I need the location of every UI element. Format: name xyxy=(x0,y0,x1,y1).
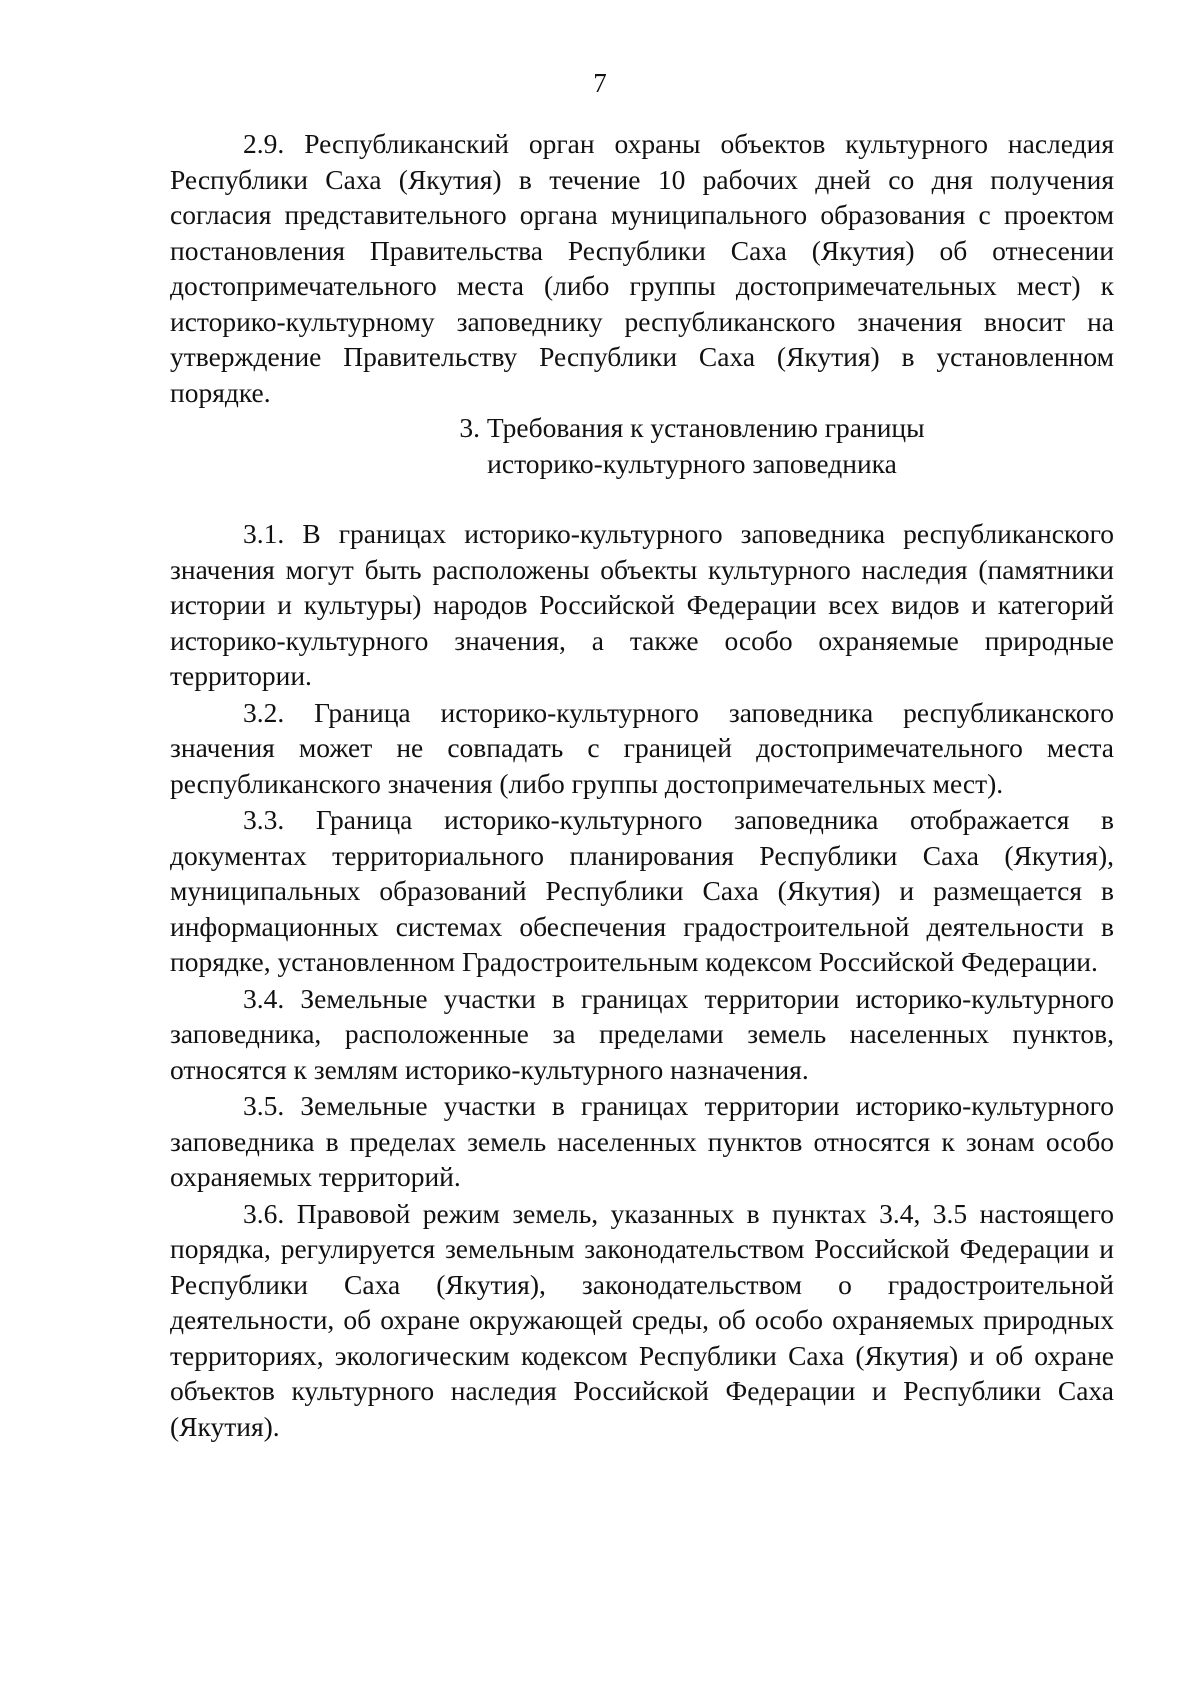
section-heading xyxy=(170,410,1114,481)
section-heading-line-2: историко-культурного заповедника xyxy=(487,447,897,479)
paragraph-3-6: 3.6. Правовой режим земель, указанных в пунктах 3.4, 3.5 настоящего порядка, регулируется земельным законодательством Российской Федерации и Республики Саха (Якутия), законодательством о градостроительной деятельности, об охране окружающей среды, об особо охраняемых природных территориях, экологическим кодексом Республики Саха (Якутия) и об охране объектов культурного наследия Российской Федерации и Республики Саха (Якутия). xyxy=(170,1197,1114,1442)
paragraph-3-1: 3.1. В границах историко-культурного заповедника республиканского значения могут быть расположены объекты культурного наследия (памятники истории и культуры) народов Российской Федерации всех видов и категорий историко-культурного значения, а также особо охраняемые природные территории. xyxy=(170,518,1114,691)
paragraph-3-4: 3.4. Земельные участки в границах территории историко-культурного заповедника, расположенные за пределами земель населенных пунктов, относятся к землям историко-культурного назначения. xyxy=(170,982,1114,1085)
paragraph-3-2: 3.2. Граница историко-культурного заповедника республиканского значения может не совпадать с границей достопримечательного места республиканского значения (либо группы достопримечательных мест). xyxy=(170,696,1114,799)
paragraph-2-9: 2.9. Республиканский орган охраны объектов культурного наследия Республики Саха (Якутия) в течение 10 рабочих дней со дня получения согласия представительного органа муниципального образования с проектом постановления Правительства Республики Саха (Якутия) об отнесении достопримечательного места (либо группы достопримечательных мест) к историко-культурному заповеднику республиканского значения вносит на утверждение Правительству Республики Саха (Якутия) в установленном порядке. xyxy=(170,128,1114,408)
heading-spacer xyxy=(170,481,1114,516)
paragraph-3-5: 3.5. Земельные участки в границах территории историко-культурного заповедника в пределах земель населенных пунктов относятся к зонам особо охраняемых территорий. xyxy=(170,1090,1114,1192)
paragraph-3-3: 3.3. Граница историко-культурного заповедника отображается в документах территориального планирования Республики Саха (Якутия), муниципальных образований Республики Саха (Якутия) и размещается в информационных системах обеспечения градостроительной деятельности в порядке, установленном Градостроительным кодексом Российской Федерации. xyxy=(170,804,1114,977)
document-body xyxy=(170,126,1114,1444)
page-number: 7 xyxy=(593,68,607,98)
section-heading-line-1: 3. Требования к установлению границы xyxy=(459,412,925,443)
